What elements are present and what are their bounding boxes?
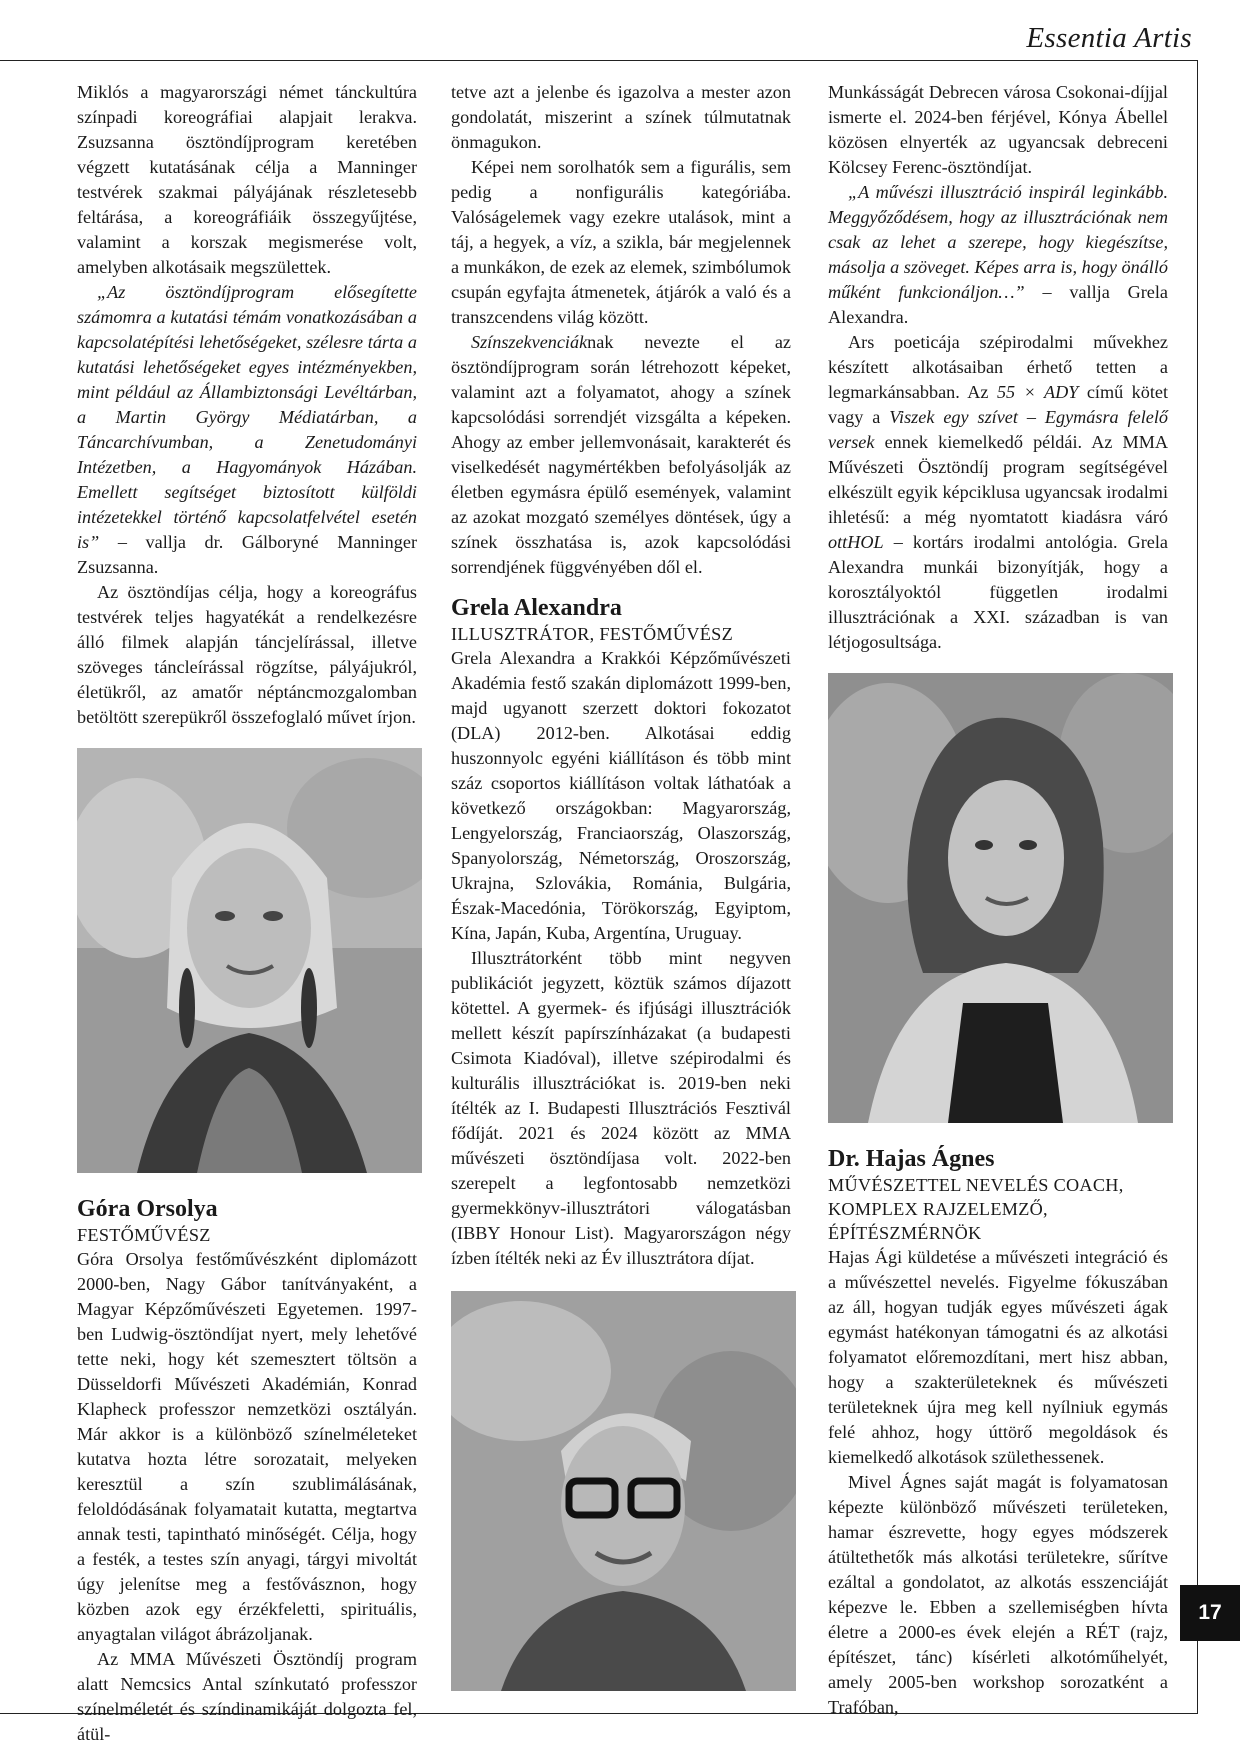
top-rule — [0, 60, 1198, 61]
paragraph: Képei nem sorolhatók sem a figurális, sem pedig a nonfigurális kategóriába. Valóságelemek vagy ezekre utalások, mint a táj, a hegyek, a víz, a szikla, bár megjelennek a munkákon, de ezek az elemek, szimbólumok csupán egyfajta átmenetek, átjárók a való és a transzcendens világ között. — [451, 157, 791, 327]
paragraph-text: ennek kiemelkedő példái. Az MMA Művészeti Ösztöndíj program segítségével elkészült egyik képciklusa ugyancsak irodalmi ihletésű: a még nyomtatott kiadásra váró — [828, 432, 1168, 527]
paragraph: Góra Orsolya festőművészként diplomázott 2000-ben, Nagy Gábor tanítványaként, a Magyar Képzőművészeti Egyetemen. 1997-ben Ludwig-ösztöndíjat nyert, mely lehetővé tette neki, hogy két szemesztert töltsön a Düsseldorfi Művészeti Akadémián, Konrad Klapheck professzor nemzetközi osztályán. Már akkor is a különböző színelméleteket kutatva hozta létre sorozatait, melyeken keresztül a szín szublimálásának, feloldódásának folyamatait kutatta, megtartva annak testi, tapintható minőségét. Célja, hogy a festék, a testes szín anyagi, tárgyi mivoltát úgy jelenítse meg a festővásznon, hogy közben azok egy érzékfeletti, spirituális, anyagtalan világot ábrázoljanak. — [77, 1249, 417, 1644]
paragraph — [451, 330, 791, 580]
person-role: FESTŐMŰVÉSZ — [77, 1225, 211, 1245]
quote-paragraph — [77, 280, 417, 580]
paragraph: Grela Alexandra a Krakkói Képzőművészeti Akadémia festő szakán diplomázott 1999-ben, majd ugyanott szerzett doktori fokozatot (DLA) 2012-ben. Alkotásai eddig huszonnyolc egyéni kiállításon és több mint száz csoportos kiállításon voltak láthatóak a következő országokban: Magyarország, Lengyelország, Franciaország, Olaszország, Spanyolország, Németország, Oroszország, Ukrajna, Szlovákia, Románia, Bulgária, Észak-Macedónia, Törökország, Egyiptom, Kína, Japán, Kuba, Argentína, Uruguay. — [451, 648, 791, 943]
person-name: Góra Orsolya — [77, 1196, 218, 1222]
emphasis: 55 × ADY — [996, 382, 1079, 402]
portrait-photo-gora — [77, 748, 422, 1173]
paragraph-text: nak nevezte el az ösztöndíjprogram során létrehozott képeket, valamint azt a folyamatot, ahogy a színek kapcsolódási sorrendjét vizsgálta a képeken. Ahogy az ember jellemvonásait, karakterét és viselkedését nagymértékben befolyásolják az életben egymásra épülő események, valamint az azokat mozgató személyes döntések, úgy a színek összhatása is, azok kapcsolódási sorrendjének függvényében dől el. — [451, 332, 791, 577]
quote-attribution: – vallja Grela Alexandra. — [828, 282, 1168, 327]
paragraph: Hajas Ági küldetése a művészeti integráció és a művészettel nevelés. Figyelme fókuszában az áll, hogyan tudják egyes művészeti ágak egymást hatékonyan támogatni és az alkotási folyamatot előremozdítani, mert hisz abban, hogy a szakterületeknek és művészeti területeknek újra meg kell nyílniuk egymás felé ahhoz, hogy úttörő megoldások és kiemelkedő alkotások születhessenek. — [828, 1247, 1168, 1467]
paragraph-text: – kortárs irodalmi antológia. Grela Alexandra munkái bizonyítják, hogy a korosztályoktól független irodalmi illusztrációnak a XXI. században is van létjogosultsága. — [828, 532, 1168, 652]
person-name: Dr. Hajas Ágnes — [828, 1146, 995, 1172]
paragraph: Miklós a magyarországi német tánckultúra színpadi koreográfiai alapjait lerakva. Zsuzsanna ösztöndíjprogram keretében végzett kutatásának célja a Manninger testvérek szakmai pályájának részletesebb feltárása, a koreográfiáik összegyűjtése, valamint a korszak megismerése volt, amelyben alkotásaik megszülettek. — [77, 82, 417, 277]
paragraph-text: című kötet vagy a — [828, 382, 1169, 427]
column-3 — [828, 80, 1168, 1720]
quote: „A művészi illusztráció inspirál leginkább. Meggyőződésem, hogy az illusztrációnak nem csak az lehet a szerepe, hogy kiegészítse, másolja a szöveget. Képes arra is, hogy önálló műként funkcionáljon…” — [828, 182, 1168, 302]
column-2 — [451, 80, 791, 1691]
paragraph — [828, 330, 1168, 655]
paragraph: Munkásságát Debrecen városa Csokonai-díjjal ismerte el. 2024-ben férjével, Kónya Ábellel közösen elnyerték az ugyancsak debreceni Kölcsey Ferenc-ösztöndíjat. — [828, 82, 1168, 177]
emphasis: Viszek egy szívet – Egymásra felelő versek — [828, 407, 1168, 452]
quote-paragraph — [828, 180, 1168, 330]
column-1 — [77, 80, 417, 1747]
right-rule — [1197, 60, 1198, 1714]
paragraph: Az ösztöndíjas célja, hogy a koreográfus testvérek teljes hagyatékát a rendelkezésre álló filmek alapján táncjelírással, illetve szöveges táncleírással rögzítse, pályájukról, életükről, az amatőr néptáncmozgalomban betöltött szerepükről összefoglaló művet írjon. — [77, 582, 417, 727]
quote-attribution: – vallja dr. Gálboryné Manninger Zsuzsanna. — [77, 532, 417, 577]
paragraph: tetve azt a jelenbe és igazolva a mester azon gondolatát, miszerint a színek túlmutatnak önmagukon. — [451, 82, 791, 152]
magazine-title: Essentia Artis — [1026, 22, 1192, 54]
portrait-photo-hajas — [828, 673, 1173, 1123]
person-role: MŰVÉSZETTEL NEVELÉS COACH, KOMPLEX RAJZELEMZŐ, ÉPÍTÉSZMÉRNÖK — [828, 1175, 1124, 1243]
paragraph-text: Ars poeticája szépirodalmi művekhez készített alkotásaiban érhető tetten a legmarkánsabban. Az — [828, 332, 1168, 402]
paragraph: Az MMA Művészeti Ösztöndíj program alatt Nemcsics Antal színkutató professzor színelméletét és színdinamikáját dolgozta fel, átül- — [77, 1649, 417, 1744]
paragraph: Mivel Ágnes saját magát is folyamatosan képezte különböző művészeti területeken, hamar észrevette, hogy egyes módszerek átültethetők más alkotási területekre, sűrítve ezáltal a gondolatot, az alkotás esszenciáját képezve le. Ebben a szellemiségben hívta életre a 2000-es évek elején a RÉT (rajz, építészet, tánc) kísérleti alkotóműhelyét, amely 2005-ben workshop sorozatként a Trafóban, — [828, 1472, 1168, 1717]
emphasis: ottHOL — [828, 532, 884, 552]
portrait-photo-grela — [451, 1291, 796, 1691]
person-role: ILLUSZTRÁTOR, FESTŐMŰVÉSZ — [451, 624, 734, 644]
page-number: 17 — [1180, 1585, 1240, 1641]
paragraph: Illusztrátorként több mint negyven publikációt jegyzett, köztük számos díjazott kötettel. A gyermek- és ifjúsági illusztrációk mellett készít papírszínházakat (a budapesti Csimota Kiadóval), illetve szépirodalmi és kulturális illusztrációkat is. 2019-ben neki ítélték az I. Budapesti Illusztrációs Fesztivál fődíját. 2021 és 2024 között az MMA művészeti ösztöndíjasa volt. 2022-ben szerepelt a legfontosabb nemzetközi gyermekkönyv-illusztrátori válogatásban (IBBY Honour List). Magyarországon négy ízben ítélték neki az Év illusztrátora díjat. — [451, 948, 791, 1268]
person-name: Grela Alexandra — [451, 595, 622, 621]
emphasis: Színszekvenciák — [471, 332, 588, 352]
quote: „Az ösztöndíjprogram elősegítette számomra a kutatási témám vonatkozásában a kapcsolatépítési lehetőségeket, szélesre tárta a kutatási lehetőségeket egyes intézményekben, mint például az Állambiztonsági Levéltárban, a Martin György Médiatárban, a Táncarchívumban, a Zenetudományi Intézetben, a Hagyományok Házában. Emellett segítséget biztosított külföldi intézetekkel történő kapcsolatfelvétel esetén is” — [77, 282, 417, 552]
